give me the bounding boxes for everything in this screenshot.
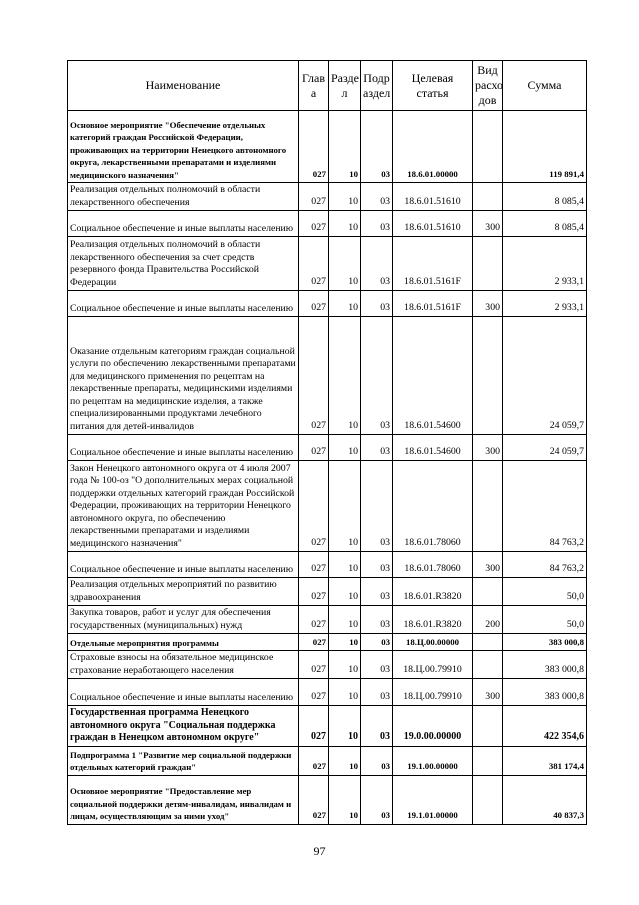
row-razdel: 10	[329, 606, 361, 634]
table-row	[68, 552, 587, 578]
header-glava: Глав а	[299, 61, 329, 111]
row-glava: 027	[299, 435, 329, 461]
row-glava: 027	[299, 291, 329, 317]
row-sum: 84 763,2	[503, 552, 587, 578]
page-number: 97	[313, 844, 326, 858]
row-glava: 027	[299, 237, 329, 291]
row-sum: 383 000,8	[503, 679, 587, 706]
row-podrazdel: 03	[361, 706, 393, 747]
row-target: 18.6.01.54600	[393, 317, 473, 435]
row-razdel: 10	[329, 237, 361, 291]
row-podrazdel: 03	[361, 111, 393, 183]
row-razdel: 10	[329, 183, 361, 211]
row-vid	[473, 111, 503, 183]
row-podrazdel: 03	[361, 578, 393, 606]
row-vid: 300	[473, 552, 503, 578]
row-target: 18.6.01.78060	[393, 552, 473, 578]
row-name: Социальное обеспечение и иные выплаты населению	[68, 291, 299, 317]
row-name: Социальное обеспечение и иные выплаты населению	[68, 552, 299, 578]
row-name: Отдельные мероприятия программы	[68, 634, 299, 651]
row-sum: 50,0	[503, 578, 587, 606]
header-razdel: Разде л	[329, 61, 361, 111]
table-row	[68, 775, 587, 824]
row-sum: 24 059,7	[503, 435, 587, 461]
row-name: Основное мероприятие "Предоставление мер социальной поддержки детям-инвалидам, инвалидам и лицам, осуществляющим за ними уход"	[68, 775, 299, 824]
row-target: 18.6.01.5161F	[393, 237, 473, 291]
row-razdel: 10	[329, 211, 361, 237]
row-name: Закон Ненецкого автономного округа от 4 июля 2007 года № 100-оз "О дополнительных мерах социальной поддержки отдельных категорий граждан Российской Федерации, проживающих на территории Ненецкого автономного округа, по обеспечению лекарственными препаратами и изделиями медицинского назначения"	[68, 461, 299, 552]
row-razdel: 10	[329, 651, 361, 679]
table-row	[68, 237, 587, 291]
row-podrazdel: 03	[361, 775, 393, 824]
row-sum: 2 933,1	[503, 237, 587, 291]
row-name: Социальное обеспечение и иные выплаты населению	[68, 435, 299, 461]
row-podrazdel: 03	[361, 291, 393, 317]
row-podrazdel: 03	[361, 746, 393, 775]
table-row	[68, 111, 587, 183]
row-target: 19.0.00.00000	[393, 706, 473, 747]
row-podrazdel: 03	[361, 552, 393, 578]
row-sum: 8 085,4	[503, 183, 587, 211]
row-sum: 119 891,4	[503, 111, 587, 183]
header-target: Целевая статья	[393, 61, 473, 111]
table-row	[68, 183, 587, 211]
row-podrazdel: 03	[361, 651, 393, 679]
row-glava: 027	[299, 317, 329, 435]
row-glava: 027	[299, 461, 329, 552]
row-razdel: 10	[329, 435, 361, 461]
row-sum: 24 059,7	[503, 317, 587, 435]
row-sum: 84 763,2	[503, 461, 587, 552]
row-razdel: 10	[329, 679, 361, 706]
row-name: Страховые взносы на обязательное медицинское страхование неработающего населения	[68, 651, 299, 679]
row-glava: 027	[299, 578, 329, 606]
row-razdel: 10	[329, 111, 361, 183]
row-target: 19.1.00.00000	[393, 746, 473, 775]
table-row	[68, 634, 587, 651]
row-sum: 422 354,6	[503, 706, 587, 747]
row-glava: 027	[299, 552, 329, 578]
row-name: Социальное обеспечение и иные выплаты населению	[68, 679, 299, 706]
header-name: Наименование	[68, 61, 299, 111]
table-row	[68, 317, 587, 435]
row-vid	[473, 775, 503, 824]
budget-table	[67, 60, 587, 825]
row-glava: 027	[299, 111, 329, 183]
row-razdel: 10	[329, 706, 361, 747]
row-podrazdel: 03	[361, 606, 393, 634]
table-row	[68, 746, 587, 775]
row-target: 18.6.01.R3820	[393, 606, 473, 634]
row-sum: 383 000,8	[503, 651, 587, 679]
row-target: 18.6.01.00000	[393, 111, 473, 183]
row-glava: 027	[299, 775, 329, 824]
row-podrazdel: 03	[361, 211, 393, 237]
row-razdel: 10	[329, 775, 361, 824]
row-vid	[473, 746, 503, 775]
row-target: 18.6.01.51610	[393, 211, 473, 237]
table-row	[68, 435, 587, 461]
row-podrazdel: 03	[361, 679, 393, 706]
row-vid: 300	[473, 435, 503, 461]
row-podrazdel: 03	[361, 634, 393, 651]
row-podrazdel: 03	[361, 183, 393, 211]
row-name: Социальное обеспечение и иные выплаты населению	[68, 211, 299, 237]
row-name: Закупка товаров, работ и услуг для обеспечения государственных (муниципальных) нужд	[68, 606, 299, 634]
row-name: Реализация отдельных полномочий в области лекарственного обеспечения за счет средств резервного фонда Правительства Российской Федерации	[68, 237, 299, 291]
row-name: Основное мероприятие "Обеспечение отдельных категорий граждан Российской Федерации, проживающих на территории Ненецкого автономного округа, лекарственными препаратами и изделиями медицинского назначения"	[68, 111, 299, 183]
table-row	[68, 606, 587, 634]
row-target: 18.Ц.00.00000	[393, 634, 473, 651]
row-glava: 027	[299, 183, 329, 211]
table-row	[68, 578, 587, 606]
row-vid: 200	[473, 606, 503, 634]
row-name: Реализация отдельных мероприятий по развитию здравоохранения	[68, 578, 299, 606]
row-vid	[473, 634, 503, 651]
row-target: 18.6.01.51610	[393, 183, 473, 211]
row-vid	[473, 651, 503, 679]
table-row	[68, 706, 587, 747]
row-glava: 027	[299, 746, 329, 775]
row-razdel: 10	[329, 746, 361, 775]
row-name: Оказание отдельным категориям граждан социальной услуги по обеспечению лекарственными препаратами для медицинского применения по рецептам на лекарственные препараты, медицинскими изделиями по рецептам на медицинские изделия, а также специализированными продуктами лечебного питания для детей-инвалидов	[68, 317, 299, 435]
row-razdel: 10	[329, 634, 361, 651]
row-sum: 383 000,8	[503, 634, 587, 651]
row-glava: 027	[299, 706, 329, 747]
header-vid: Вид расхо дов	[473, 61, 503, 111]
table-row	[68, 211, 587, 237]
row-vid	[473, 183, 503, 211]
row-vid	[473, 578, 503, 606]
row-glava: 027	[299, 606, 329, 634]
row-vid	[473, 461, 503, 552]
row-razdel: 10	[329, 578, 361, 606]
row-target: 18.6.01.78060	[393, 461, 473, 552]
row-target: 18.6.01.R3820	[393, 578, 473, 606]
row-target: 18.Ц.00.79910	[393, 651, 473, 679]
row-glava: 027	[299, 679, 329, 706]
row-podrazdel: 03	[361, 317, 393, 435]
header-podrazdel: Подр аздел	[361, 61, 393, 111]
row-podrazdel: 03	[361, 435, 393, 461]
table-row	[68, 651, 587, 679]
table-row	[68, 291, 587, 317]
row-glava: 027	[299, 651, 329, 679]
header-sum: Сумма	[503, 61, 587, 111]
row-target: 18.Ц.00.79910	[393, 679, 473, 706]
row-vid: 300	[473, 211, 503, 237]
row-sum: 2 933,1	[503, 291, 587, 317]
row-vid: 300	[473, 291, 503, 317]
row-vid	[473, 237, 503, 291]
row-glava: 027	[299, 211, 329, 237]
row-vid: 300	[473, 679, 503, 706]
row-podrazdel: 03	[361, 461, 393, 552]
row-sum: 50,0	[503, 606, 587, 634]
row-podrazdel: 03	[361, 237, 393, 291]
row-razdel: 10	[329, 291, 361, 317]
table-row	[68, 461, 587, 552]
row-name: Подпрограмма 1 "Развитие мер социальной поддержки отдельных категорий граждан"	[68, 746, 299, 775]
row-target: 18.6.01.54600	[393, 435, 473, 461]
row-name: Реализация отдельных полномочий в области лекарственного обеспечения	[68, 183, 299, 211]
row-razdel: 10	[329, 552, 361, 578]
row-sum: 381 174,4	[503, 746, 587, 775]
row-target: 19.1.01.00000	[393, 775, 473, 824]
table-row	[68, 679, 587, 706]
row-vid	[473, 706, 503, 747]
row-target: 18.6.01.5161F	[393, 291, 473, 317]
row-vid	[473, 317, 503, 435]
row-razdel: 10	[329, 317, 361, 435]
row-sum: 40 837,3	[503, 775, 587, 824]
row-name: Государственная программа Ненецкого автономного округа "Социальная поддержка граждан в Ненецком автономном округе"	[68, 706, 299, 747]
table-header-row	[68, 61, 587, 111]
row-razdel: 10	[329, 461, 361, 552]
row-sum: 8 085,4	[503, 211, 587, 237]
row-glava: 027	[299, 634, 329, 651]
